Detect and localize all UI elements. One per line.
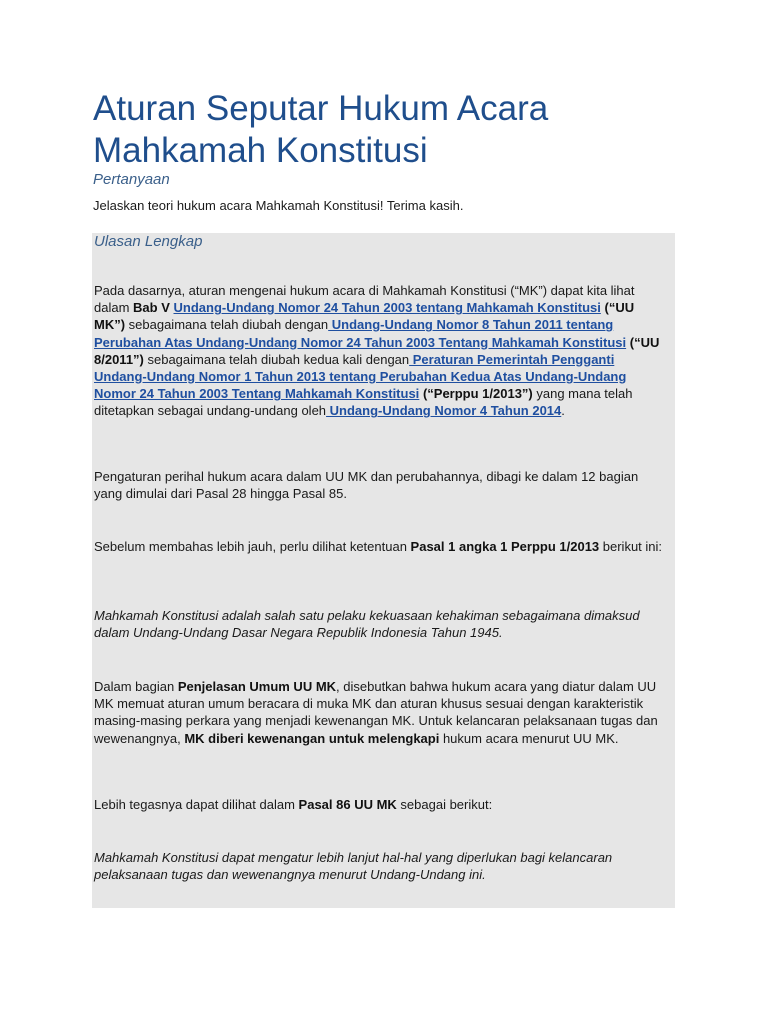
text: Pada dasarnya, aturan mengenai hukum acara di Mahkamah Konstitusi (“MK”) dapat kita lihat dalam: [94, 283, 635, 316]
bold-text: Penjelasan Umum UU MK: [177, 679, 337, 694]
link-perppu-1-2013[interactable]: Peraturan Pemerintah Pengganti Undang-Undang Nomor 1 Tahun 2013 tentang Perubahan Kedua Atas Undang-Undang Nomor 24 Tahun 2003 Tentang Mahkamah Konstitusi: [94, 351, 627, 402]
text: berikut ini:: [599, 539, 663, 554]
quote-pasal-86: Mahkamah Konstitusi dapat mengatur lebih lanjut hal-hal yang diperlukan bagi kelancaran pelaksanaan tugas dan wewenangnya menurut Undang-Undang ini.: [94, 850, 613, 883]
text: sebagaimana telah diubah dengan: [125, 317, 329, 333]
paragraph-penjelasan-umum: [94, 678, 664, 747]
text: sebagai berikut:: [396, 797, 493, 812]
text: yang mana telah ditetapkan sebagai undang-undang oleh: [94, 386, 633, 419]
paragraph-pasal-1: [94, 538, 664, 555]
link-uu-8-2011[interactable]: Undang-Undang Nomor 8 Tahun 2011 tentang Perubahan Atas Undang-Undang Nomor 24 Tahun 2003 Tentang Mahkamah Konstitusi: [94, 317, 627, 350]
text: Lebih tegasnya dapat dilihat dalam: [94, 797, 299, 812]
bold-text: Pasal 1 angka 1 Perppu 1/2013: [410, 539, 600, 554]
text: hukum acara menurut UU MK.: [439, 730, 619, 746]
paragraph-structure: Pengaturan perihal hukum acara dalam UU MK dan perubahannya, dibagi ke dalam 12 bagian yang dimulai dari Pasal 28 hingga Pasal 85.: [94, 469, 639, 502]
bold-text: (“UU 8/2011”): [94, 334, 660, 367]
text: sebagaimana telah diubah kedua kali dengan: [143, 351, 410, 367]
quote-pasal-1: Mahkamah Konstitusi adalah salah satu pelaku kekuasaan kehakiman sebagaimana dimaksud dalam Undang-Undang Dasar Negara Republik Indonesia Tahun 1945.: [94, 608, 640, 641]
text: .: [561, 403, 565, 419]
text: Sebelum membahas lebih jauh, perlu dilihat ketentuan: [94, 539, 411, 554]
bold-text: Bab V: [133, 300, 170, 316]
page-title: Aturan Seputar Hukum Acara Mahkamah Konstitusi: [93, 89, 549, 170]
link-uu-4-2014[interactable]: Undang-Undang Nomor 4 Tahun 2014: [326, 403, 562, 419]
review-heading: Ulasan Lengkap: [94, 233, 203, 250]
text: Dalam bagian: [94, 679, 178, 694]
bold-text: MK diberi kewenangan untuk melengkapi: [184, 730, 440, 746]
review-section: [92, 233, 675, 908]
paragraph-legal-basis: [94, 282, 664, 420]
bold-text: (“Perppu 1/2013”): [422, 386, 533, 402]
text: , disebutkan bahwa hukum acara yang diatur dalam UU MK memuat aturan umum beracara di muka MK dan aturan khusus sesuai dengan karakteristik masing-masing perkara yang menjadi kewenangan MK. Untuk kelancaran pelaksanaan tugas dan wewenangnya,: [94, 679, 658, 746]
paragraph-pasal-86: [94, 796, 664, 813]
bold-text: (“UU MK”): [94, 300, 635, 333]
bold-text: Pasal 86 UU MK: [298, 797, 397, 812]
question-text: Jelaskan teori hukum acara Mahkamah Konstitusi! Terima kasih.: [93, 198, 464, 213]
link-uu-24-2003[interactable]: Undang-Undang Nomor 24 Tahun 2003 tentang Mahkamah Konstitusi: [173, 300, 601, 316]
question-label: Pertanyaan: [93, 171, 170, 188]
